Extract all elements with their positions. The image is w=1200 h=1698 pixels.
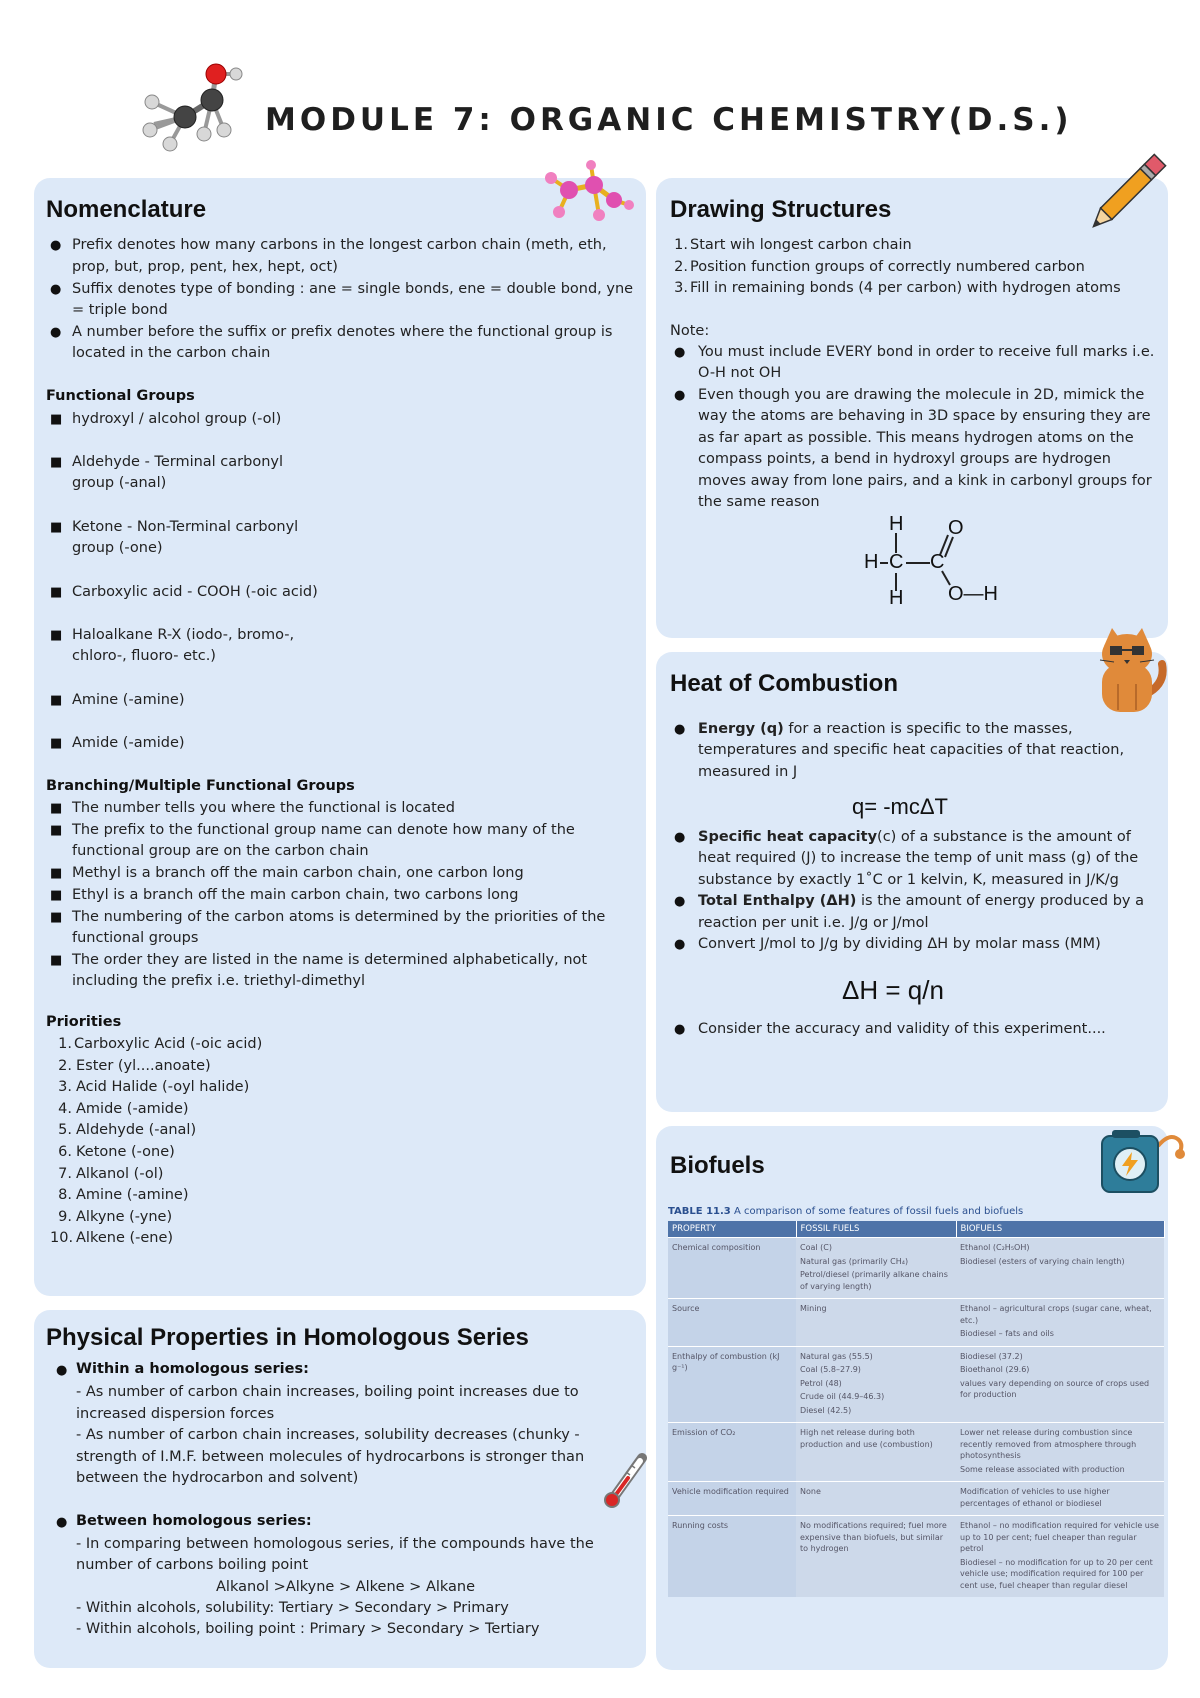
shc-text: (c) of a substance is the amount of bbox=[877, 829, 1131, 845]
bullet: ● bbox=[674, 830, 686, 845]
between-line: - In comparing between homologous series, if the compounds have the bbox=[76, 1536, 594, 1552]
priority-number: 2. bbox=[58, 1058, 72, 1074]
step-number: 3. bbox=[674, 280, 688, 296]
shc-text: heat required (J) to increase the temp of unit mass (g) of the bbox=[698, 850, 1139, 866]
branching-item: The numbering of the carbon atoms is determined by the priorities of the bbox=[72, 909, 606, 925]
bullet: ● bbox=[674, 1022, 686, 1037]
within-line: between the hydrocarbon and solvent) bbox=[76, 1470, 359, 1486]
within-line: - As number of carbon chain increases, boiling point increases due to bbox=[76, 1384, 579, 1400]
bullet: ● bbox=[674, 388, 686, 403]
bullet: ■ bbox=[50, 801, 63, 816]
table-caption-text: A comparison of some features of fossil fuels and biofuels bbox=[730, 1206, 1024, 1217]
biofuels-table bbox=[668, 1221, 1165, 1597]
between-line: - Within alcohols, boiling point : Primary > Secondary > Tertiary bbox=[76, 1621, 540, 1637]
bullet: ■ bbox=[50, 910, 63, 925]
cell-line: Vehicle modification required bbox=[672, 1487, 789, 1496]
bullet: ● bbox=[50, 238, 62, 253]
cell-line: Mining bbox=[800, 1304, 827, 1313]
step-number: 1. bbox=[674, 237, 688, 253]
molecule-icon bbox=[140, 62, 265, 152]
energy-text: measured in J bbox=[698, 764, 798, 780]
cell-line: Biodiesel (37.2) bbox=[960, 1351, 1023, 1361]
cell-line: Lower net release during combustion since recently removed from atmosphere through photosynthesis bbox=[960, 1428, 1137, 1460]
functional-group-item: Amide (-amide) bbox=[72, 735, 185, 751]
note-line: Even though you are drawing the molecule in 2D, mimick the bbox=[698, 387, 1145, 403]
table-row bbox=[668, 1423, 1164, 1482]
within-heading: Within a homologous series: bbox=[76, 1361, 309, 1377]
cell-line: Coal (C) bbox=[800, 1243, 832, 1252]
bullet: ■ bbox=[50, 412, 63, 427]
cell-line: Natural gas (55.5) bbox=[800, 1351, 873, 1361]
bullet: ● bbox=[674, 894, 686, 909]
page-header bbox=[140, 62, 1100, 162]
nomenclature-text: Prefix denotes how many carbons in the longest carbon chain (meth, eth, bbox=[72, 237, 607, 253]
table-row bbox=[668, 1516, 1164, 1598]
note-line: You must include EVERY bond in order to receive full marks i.e. bbox=[698, 344, 1155, 360]
bullet: ■ bbox=[50, 585, 63, 600]
cell-line: High net release during both production and use (combustion) bbox=[800, 1428, 933, 1449]
priority-number: 1. bbox=[58, 1036, 72, 1052]
enthalpy-text: reaction per unit i.e. J/g or J/mol bbox=[698, 915, 929, 931]
step-text: Start wih longest carbon chain bbox=[690, 237, 912, 253]
table-cell bbox=[956, 1516, 1164, 1598]
enthalpy-text: is the amount of energy produced by a bbox=[856, 893, 1144, 909]
atom-h: H bbox=[889, 587, 904, 609]
thermometer-icon bbox=[604, 1448, 648, 1508]
table-cell bbox=[796, 1346, 956, 1423]
shc-definition bbox=[698, 827, 1131, 849]
cell-line: None bbox=[800, 1487, 821, 1496]
atom-c: C bbox=[930, 551, 945, 573]
between-heading: Between homologous series: bbox=[76, 1513, 312, 1529]
priority-number: 7. bbox=[58, 1166, 72, 1182]
cell-line: Crude oil (44.9–46.3) bbox=[800, 1392, 885, 1401]
atom-h: H bbox=[889, 513, 904, 535]
cell-line: Ethanol (C₂H₅OH) bbox=[960, 1243, 1030, 1252]
table-row bbox=[668, 1238, 1164, 1299]
branching-item: The prefix to the functional group name can denote how many of the bbox=[72, 822, 575, 838]
physical-properties-panel bbox=[34, 1310, 646, 1668]
heat-formula: q= -mcΔT bbox=[852, 794, 948, 819]
bullet: ■ bbox=[50, 693, 63, 708]
shc-term: Specific heat capacity bbox=[698, 829, 878, 845]
table-row bbox=[668, 1299, 1164, 1347]
functional-group-item: Haloalkane R-X (iodo-, bromo-, bbox=[72, 627, 295, 643]
nomenclature-panel bbox=[34, 178, 646, 1296]
branching-item: functional groups bbox=[72, 930, 199, 946]
cell-line: Bioethanol (29.6) bbox=[960, 1365, 1030, 1374]
priority-item: Alkene (-ene) bbox=[76, 1230, 174, 1246]
cell-line: Ethanol – agricultural crops (sugar cane, wheat, etc.) bbox=[960, 1304, 1152, 1325]
cell-line: Chemical composition bbox=[672, 1243, 761, 1252]
functional-group-item: Aldehyde - Terminal carbonyl bbox=[72, 454, 284, 470]
priority-number: 3. bbox=[58, 1079, 72, 1095]
nomenclature-text: Suffix denotes type of bonding : ane = single bonds, ene = double bond, yne bbox=[72, 281, 634, 297]
table-row bbox=[668, 1482, 1164, 1516]
note-line: O-H not OH bbox=[698, 365, 782, 381]
table-header-row bbox=[668, 1221, 1164, 1238]
nomenclature-text: prop, but, prop, pent, hex, hept, oct) bbox=[72, 259, 338, 275]
note-line: moves away from lone pairs, and a kink in carbonyl groups for bbox=[698, 473, 1152, 489]
bullet: ● bbox=[56, 1515, 68, 1530]
page-title: MODULE 7: ORGANIC CHEMISTRY(D.S.) bbox=[265, 102, 1073, 138]
physical-properties-heading: Physical Properties in Homologous Series bbox=[46, 1324, 529, 1351]
priority-item: Ester (yl....anoate) bbox=[76, 1058, 211, 1074]
table-cell bbox=[668, 1238, 796, 1299]
priority-number: 6. bbox=[58, 1144, 72, 1160]
functional-group-item: chloro-, fluoro- etc.) bbox=[72, 648, 216, 664]
bullet: ■ bbox=[50, 823, 63, 838]
pencil-icon bbox=[1076, 144, 1176, 244]
drawing-structures-panel bbox=[656, 178, 1168, 638]
priority-number: 10. bbox=[50, 1230, 74, 1246]
functional-group-item: group (-anal) bbox=[72, 475, 167, 491]
functional-group-item: hydroxyl / alcohol group (-ol) bbox=[72, 411, 282, 427]
enthalpy-definition bbox=[698, 891, 1144, 913]
molecule-model-icon bbox=[539, 160, 634, 230]
note-line: as far apart as possible. This means hydrogen atoms on the bbox=[698, 430, 1134, 446]
cell-line: Coal (5.8–27.9) bbox=[800, 1365, 861, 1374]
cell-line: No modifications required; fuel more expensive than biofuels, but similar to hydrogen bbox=[800, 1521, 947, 1553]
drawing-structures-heading: Drawing Structures bbox=[670, 196, 892, 223]
convert-text: Convert J/mol to J/g by dividing ΔH by molar mass (MM) bbox=[698, 936, 1101, 952]
biofuels-panel bbox=[656, 1126, 1168, 1670]
table-cell bbox=[956, 1299, 1164, 1347]
cell-line: Biodiesel (esters of varying chain length) bbox=[960, 1256, 1125, 1266]
table-cell bbox=[956, 1482, 1164, 1516]
nomenclature-heading: Nomenclature bbox=[46, 196, 207, 223]
column-header: FOSSIL FUELS bbox=[796, 1221, 956, 1238]
table-caption bbox=[668, 1206, 1164, 1217]
priorities-heading: Priorities bbox=[46, 1014, 122, 1030]
table-cell bbox=[668, 1482, 796, 1516]
note-line: way the atoms are behaving in 3D space by ensuring they are bbox=[698, 408, 1151, 424]
note-line: the same reason bbox=[698, 494, 820, 510]
note-label: Note: bbox=[670, 323, 710, 339]
energy-text: for a reaction is specific to the masses, bbox=[783, 721, 1073, 737]
atom-h: H bbox=[864, 551, 879, 573]
nomenclature-text: = triple bond bbox=[72, 302, 168, 318]
cell-line: Natural gas (primarily CH₄) bbox=[800, 1256, 909, 1266]
enthalpy-formula: ΔH = q/n bbox=[842, 975, 944, 1005]
priority-item: Aldehyde (-anal) bbox=[76, 1122, 197, 1138]
biofuels-heading: Biofuels bbox=[670, 1152, 765, 1179]
shc-text: substance by exactly 1˚C or 1 kelvin, K, measured in J/K/g bbox=[698, 872, 1119, 888]
step-number: 2. bbox=[674, 259, 688, 275]
cat-icon bbox=[1096, 624, 1168, 714]
cell-line: Petrol (48) bbox=[800, 1378, 842, 1388]
bullet: ● bbox=[674, 345, 686, 360]
table-cell bbox=[796, 1516, 956, 1598]
table-row bbox=[668, 1346, 1164, 1423]
cell-line: Biodiesel – no modification for up to 20 per cent vehicle use; modification required for 100 per cent use, fuel cheaper than regular diesel bbox=[960, 1557, 1153, 1590]
bullet: ■ bbox=[50, 888, 63, 903]
cell-line: Running costs bbox=[672, 1521, 729, 1530]
column-header: BIOFUELS bbox=[956, 1221, 1164, 1238]
priority-item: Alkyne (-yne) bbox=[76, 1209, 173, 1225]
cell-line: Diesel (42.5) bbox=[800, 1405, 852, 1415]
table-caption-number: TABLE 11.3 bbox=[668, 1206, 731, 1217]
priority-item: Acid Halide (-oyl halide) bbox=[76, 1079, 250, 1095]
table-body bbox=[668, 1238, 1164, 1598]
biofuels-table-wrapper bbox=[668, 1206, 1164, 1597]
note-line: compass points, a bend in hydroxyl groups are hydrogen bbox=[698, 451, 1111, 467]
table-cell bbox=[956, 1423, 1164, 1482]
table-cell bbox=[668, 1346, 796, 1423]
atom-c: C bbox=[889, 551, 904, 573]
cell-line: Modification of vehicles to use higher percentages of ethanol or biodiesel bbox=[960, 1487, 1110, 1508]
within-line: increased dispersion forces bbox=[76, 1406, 275, 1422]
bullet: ■ bbox=[50, 455, 63, 470]
between-line: Alkanol >Alkyne > Alkene > Alkane bbox=[216, 1579, 476, 1595]
cell-line: Petrol/diesel (primarily alkane chains of varying length) bbox=[800, 1270, 948, 1291]
table-cell bbox=[796, 1482, 956, 1516]
cell-line: Some release associated with production bbox=[960, 1464, 1125, 1474]
table-cell bbox=[796, 1238, 956, 1299]
cell-line: Enthalpy of combustion (kJ g⁻¹) bbox=[672, 1351, 780, 1372]
branching-item: Methyl is a branch off the main carbon chain, one carbon long bbox=[72, 865, 524, 881]
functional-group-item: Ketone - Non-Terminal carbonyl bbox=[72, 519, 299, 535]
heat-of-combustion-panel bbox=[656, 652, 1168, 1112]
branching-item: The number tells you where the functional is located bbox=[72, 800, 455, 816]
between-line: - Within alcohols, solubility: Tertiary > Secondary > Primary bbox=[76, 1600, 509, 1616]
bullet: ■ bbox=[50, 953, 63, 968]
energy-term: Energy (q) bbox=[698, 721, 784, 737]
acetic-acid-structure bbox=[856, 513, 1046, 613]
nomenclature-text: located in the carbon chain bbox=[72, 345, 271, 361]
cell-line: Ethanol – no modification required for vehicle use up to 10 per cent; fuel cheaper than regular petrol bbox=[960, 1521, 1159, 1553]
bullet: ● bbox=[50, 282, 62, 297]
energy-definition bbox=[698, 719, 1073, 741]
branching-heading: Branching/Multiple Functional Groups bbox=[46, 778, 355, 794]
step-text: Position function groups of correctly numbered carbon bbox=[690, 259, 1085, 275]
priority-item: Carboxylic Acid (-oic acid) bbox=[74, 1036, 263, 1052]
branching-item: The order they are listed in the name is determined alphabetically, not bbox=[72, 952, 588, 968]
atom-o: O bbox=[948, 517, 964, 539]
within-line: - As number of carbon chain increases, solubility decreases (chunky - bbox=[76, 1427, 580, 1443]
step-text: Fill in remaining bonds (4 per carbon) with hydrogen atoms bbox=[690, 280, 1121, 296]
bullet: ■ bbox=[50, 628, 63, 643]
table-cell bbox=[668, 1516, 796, 1598]
within-line: strength of I.M.F. between molecules of hydrocarbons is stronger than bbox=[76, 1449, 585, 1465]
priority-item: Ketone (-one) bbox=[76, 1144, 175, 1160]
table-cell bbox=[956, 1238, 1164, 1299]
functional-group-item: group (-one) bbox=[72, 540, 163, 556]
bullet: ■ bbox=[50, 736, 63, 751]
priority-item: Amide (-amide) bbox=[76, 1101, 189, 1117]
bullet: ■ bbox=[50, 866, 63, 881]
bullet: ● bbox=[56, 1363, 68, 1378]
enthalpy-term: Total Enthalpy (ΔH) bbox=[698, 893, 857, 909]
cell-line: Emission of CO₂ bbox=[672, 1428, 736, 1437]
table-cell bbox=[796, 1299, 956, 1347]
table-cell bbox=[668, 1299, 796, 1347]
heat-of-combustion-heading: Heat of Combustion bbox=[670, 670, 898, 697]
bullet: ● bbox=[50, 325, 62, 340]
between-line: number of carbons boiling point bbox=[76, 1557, 309, 1573]
functional-group-item: Amine (-amine) bbox=[72, 692, 185, 708]
functional-group-item: Carboxylic acid - COOH (-oic acid) bbox=[72, 584, 318, 600]
priority-item: Alkanol (-ol) bbox=[76, 1166, 164, 1182]
bullet: ● bbox=[674, 722, 686, 737]
column-header: PROPERTY bbox=[668, 1221, 796, 1238]
fuel-pump-icon bbox=[1096, 1126, 1188, 1196]
energy-text: temperatures and specific heat capacities of that reaction, bbox=[698, 742, 1125, 758]
table-cell bbox=[796, 1423, 956, 1482]
consider-text: Consider the accuracy and validity of this experiment.... bbox=[698, 1021, 1106, 1037]
priority-number: 4. bbox=[58, 1101, 72, 1117]
priority-item: Amine (-amine) bbox=[76, 1187, 189, 1203]
priority-number: 5. bbox=[58, 1122, 72, 1138]
branching-item: Ethyl is a branch off the main carbon chain, two carbons long bbox=[72, 887, 519, 903]
nomenclature-text: A number before the suffix or prefix denotes where the functional group is bbox=[72, 324, 613, 340]
cell-line: Source bbox=[672, 1304, 700, 1313]
table-cell bbox=[668, 1423, 796, 1482]
branching-item: functional group are on the carbon chain bbox=[72, 843, 369, 859]
priority-number: 9. bbox=[58, 1209, 72, 1225]
atom-oh: O—H bbox=[948, 583, 998, 605]
cell-line: Biodiesel – fats and oils bbox=[960, 1329, 1054, 1338]
priority-number: 8. bbox=[58, 1187, 72, 1203]
table-cell bbox=[956, 1346, 1164, 1423]
functional-groups-heading: Functional Groups bbox=[46, 388, 195, 404]
bullet: ● bbox=[674, 937, 686, 952]
cell-line: values vary depending on source of crops used for production bbox=[960, 1378, 1150, 1399]
branching-item: including the prefix i.e. triethyl-dimethyl bbox=[72, 973, 365, 989]
bullet: ■ bbox=[50, 520, 63, 535]
